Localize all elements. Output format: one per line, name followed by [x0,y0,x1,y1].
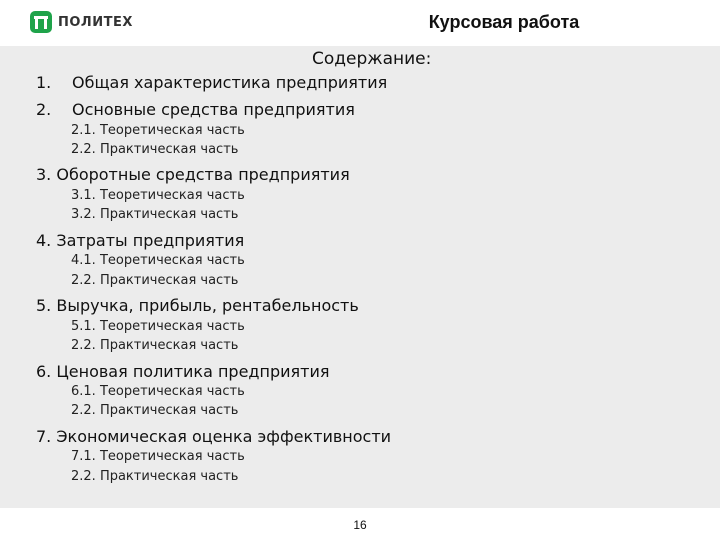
toc-subitem: 3.2. Практическая часть [71,207,239,222]
toc-section: 6. Ценовая политика предприятия [36,362,330,381]
toc-subitem: 2.2. Практическая часть [71,469,239,484]
toc-subitem: 2.2. Практическая часть [71,142,239,157]
slide-footer [0,508,720,540]
toc-item-label: Основные средства предприятия [72,100,355,119]
slide-header [0,0,720,46]
toc-subitem: 3.1. Теоретическая часть [71,188,245,203]
toc-item-label: Общая характеристика предприятия [72,73,388,92]
toc-subitem: 2.1. Теоретическая часть [71,123,245,138]
toc-section: 4. Затраты предприятия [36,231,245,250]
toc-item-1 [36,73,387,92]
toc-subitem: 2.2. Практическая часть [71,403,239,418]
toc-subitem: 4.1. Теоретическая часть [71,253,245,268]
toc-subitem: 6.1. Теоретическая часть [71,384,245,399]
toc-subitem: 2.2. Практическая часть [71,338,239,353]
toc-subitem: 7.1. Теоретическая часть [71,449,245,464]
slide-content [0,46,720,508]
toc-section: 3. Оборотные средства предприятия [36,165,350,184]
contents-heading: Содержание: [312,49,432,69]
politeh-logo-icon [30,11,52,33]
logo [30,11,133,33]
page-number: 16 [353,518,367,532]
logo-text: ПОЛИТЕХ [58,14,133,30]
page-title: Курсовая работа [428,12,580,32]
toc-item-number: 1. [36,73,52,92]
toc-subitem: 2.2. Практическая часть [71,273,239,288]
toc-item-number: 2. [36,100,52,119]
toc-section: 7. Экономическая оценка эффективности [36,427,392,446]
toc-section: 5. Выручка, прибыль, рентабельность [36,296,359,315]
toc-item-2 [36,100,355,119]
toc-subitem: 5.1. Теоретическая часть [71,319,245,334]
